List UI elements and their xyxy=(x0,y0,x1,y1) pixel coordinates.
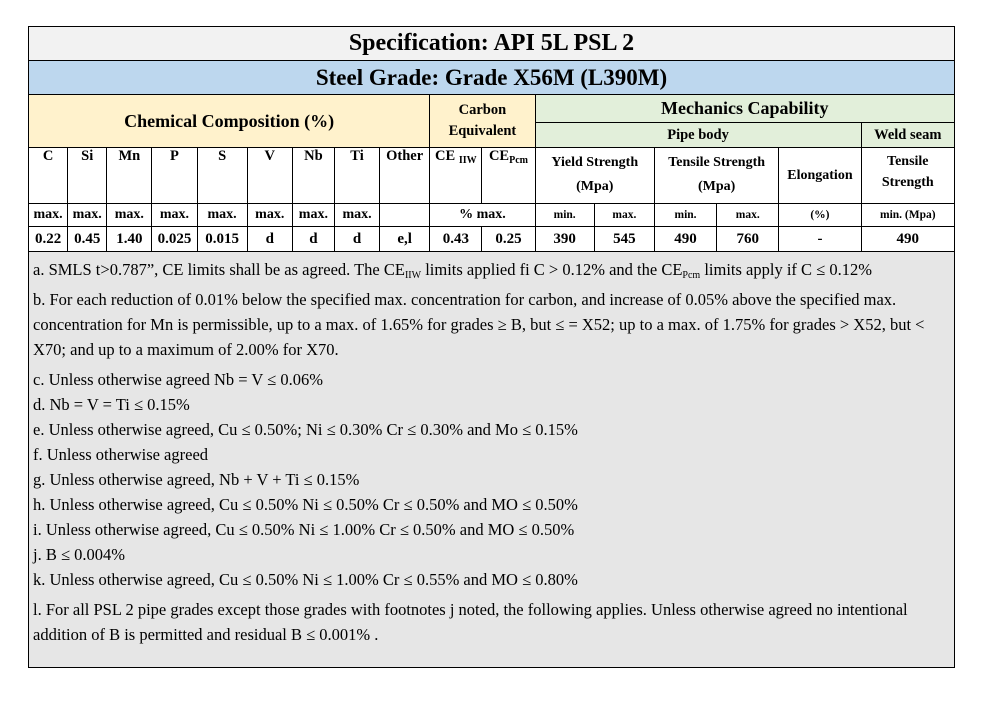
footnote-k: k. Unless otherwise agreed, Cu ≤ 0.50% Ni ≤ 1.00% Cr ≤ 0.55% and MO ≤ 0.80% xyxy=(33,570,578,589)
value-other: e,l xyxy=(380,227,430,252)
value-yield-max: 545 xyxy=(594,227,654,252)
unit-v: max. xyxy=(247,204,292,227)
footnote-f: f. Unless otherwise agreed xyxy=(33,445,209,464)
element-v: V xyxy=(247,148,292,204)
value-yield-min: 390 xyxy=(535,227,594,252)
unit-mn: max. xyxy=(107,204,152,227)
value-weld-tensile: 490 xyxy=(861,227,954,252)
weld-tensile-strength-label: Tensile Strength xyxy=(861,148,954,204)
element-c: C xyxy=(29,148,68,204)
footnote-j: j. B ≤ 0.004% xyxy=(33,545,126,564)
chemical-composition-header: Chemical Composition (%) xyxy=(29,95,430,148)
unit-nb: max. xyxy=(292,204,334,227)
unit-s: max. xyxy=(197,204,247,227)
elongation-label: Elongation xyxy=(779,148,861,204)
value-ti: d xyxy=(334,227,379,252)
footnote-i: i. Unless otherwise agreed, Cu ≤ 0.50% Ni ≤ 1.00% Cr ≤ 0.50% and MO ≤ 0.50% xyxy=(33,520,575,539)
unit-weld: min. (Mpa) xyxy=(861,204,954,227)
unit-p: max. xyxy=(152,204,197,227)
unit-tensile-max: max. xyxy=(717,204,779,227)
pipe-body-header: Pipe body xyxy=(535,123,861,148)
unit-c: max. xyxy=(29,204,68,227)
element-s: S xyxy=(197,148,247,204)
unit-yield-max: max. xyxy=(594,204,654,227)
footnote-d: d. Nb = V = Ti ≤ 0.15% xyxy=(33,395,190,414)
value-tensile-max: 760 xyxy=(717,227,779,252)
element-ti: Ti xyxy=(334,148,379,204)
ce-pcm-label: $CE_{Pcm}$ xyxy=(482,148,535,204)
mechanics-capability-header: Mechanics Capability xyxy=(535,95,954,123)
carbon-equivalent-header xyxy=(430,95,535,148)
footnote-b: b. For each reduction of 0.01% below the specified max. concentration for carbon, and increase of 0.05% above the specified max. concentration for Mn is permissible, up to a max. of 1.65% for grades ≥ B, but ≤ = X52; up to a max. of 1.75% for grades > X52, but < X70; and up to a maximum of 2.00% for X70. xyxy=(33,290,925,359)
spec-table xyxy=(28,26,955,252)
value-p: 0.025 xyxy=(152,227,197,252)
unit-other xyxy=(380,204,430,227)
yield-strength-label: Yield Strength (Mpa) xyxy=(535,148,654,204)
element-mn: Mn xyxy=(107,148,152,204)
value-ce-pcm: 0.25 xyxy=(482,227,535,252)
weld-seam-header: Weld seam xyxy=(861,123,954,148)
value-si: 0.45 xyxy=(68,227,107,252)
footnote-c: c. Unless otherwise agreed Nb = V ≤ 0.06% xyxy=(33,370,323,389)
value-tensile-min: 490 xyxy=(654,227,716,252)
footnotes xyxy=(28,252,955,668)
footnote-e: e. Unless otherwise agreed, Cu ≤ 0.50%; Ni ≤ 0.30% Cr ≤ 0.30% and Mo ≤ 0.15% xyxy=(33,420,578,439)
value-c: 0.22 xyxy=(29,227,68,252)
unit-ce: % max. xyxy=(430,204,535,227)
value-ce-iiw: 0.43 xyxy=(430,227,482,252)
unit-si: max. xyxy=(68,204,107,227)
element-si: Si xyxy=(68,148,107,204)
tensile-strength-label: Tensile Strength (Mpa) xyxy=(654,148,778,204)
equivalent-label: Equivalent xyxy=(448,123,517,139)
footnote-g: g. Unless otherwise agreed, Nb + V + Ti ≤ 0.15% xyxy=(33,470,360,489)
element-p: P xyxy=(152,148,197,204)
footnote-h: h. Unless otherwise agreed, Cu ≤ 0.50% Ni ≤ 0.50% Cr ≤ 0.50% and MO ≤ 0.50% xyxy=(33,495,578,514)
value-v: d xyxy=(247,227,292,252)
spec-sheet xyxy=(28,26,955,668)
value-nb: d xyxy=(292,227,334,252)
footnote-l: l. For all PSL 2 pipe grades except those grades with footnotes j noted, the following applies. Unless otherwise agreed no intentional addition of B is permitted and residual B ≤ 0.001% . xyxy=(33,600,908,644)
value-elongation: - xyxy=(779,227,861,252)
unit-tensile-min: min. xyxy=(654,204,716,227)
unit-ti: max. xyxy=(334,204,379,227)
ce-iiw-label: CE $_{IIW}$ xyxy=(430,148,482,204)
unit-yield-min: min. xyxy=(535,204,594,227)
steel-grade: Steel Grade: Grade X56M (L390M) xyxy=(29,61,955,95)
spec-title: Specification: API 5L PSL 2 xyxy=(29,27,955,61)
footnote-a: a. SMLS t>0.787”, CE limits shall be as agreed. The $CE_{IIW}$ limits applied fi C > 0.12% and the $CE_{Pcm}$ limits apply if C ≤ 0.12% xyxy=(33,260,872,281)
element-nb: Nb xyxy=(292,148,334,204)
value-s: 0.015 xyxy=(197,227,247,252)
carbon-label: Carbon xyxy=(458,102,507,118)
value-mn: 1.40 xyxy=(107,227,152,252)
element-other: Other xyxy=(380,148,430,204)
unit-elongation: (%) xyxy=(779,204,861,227)
